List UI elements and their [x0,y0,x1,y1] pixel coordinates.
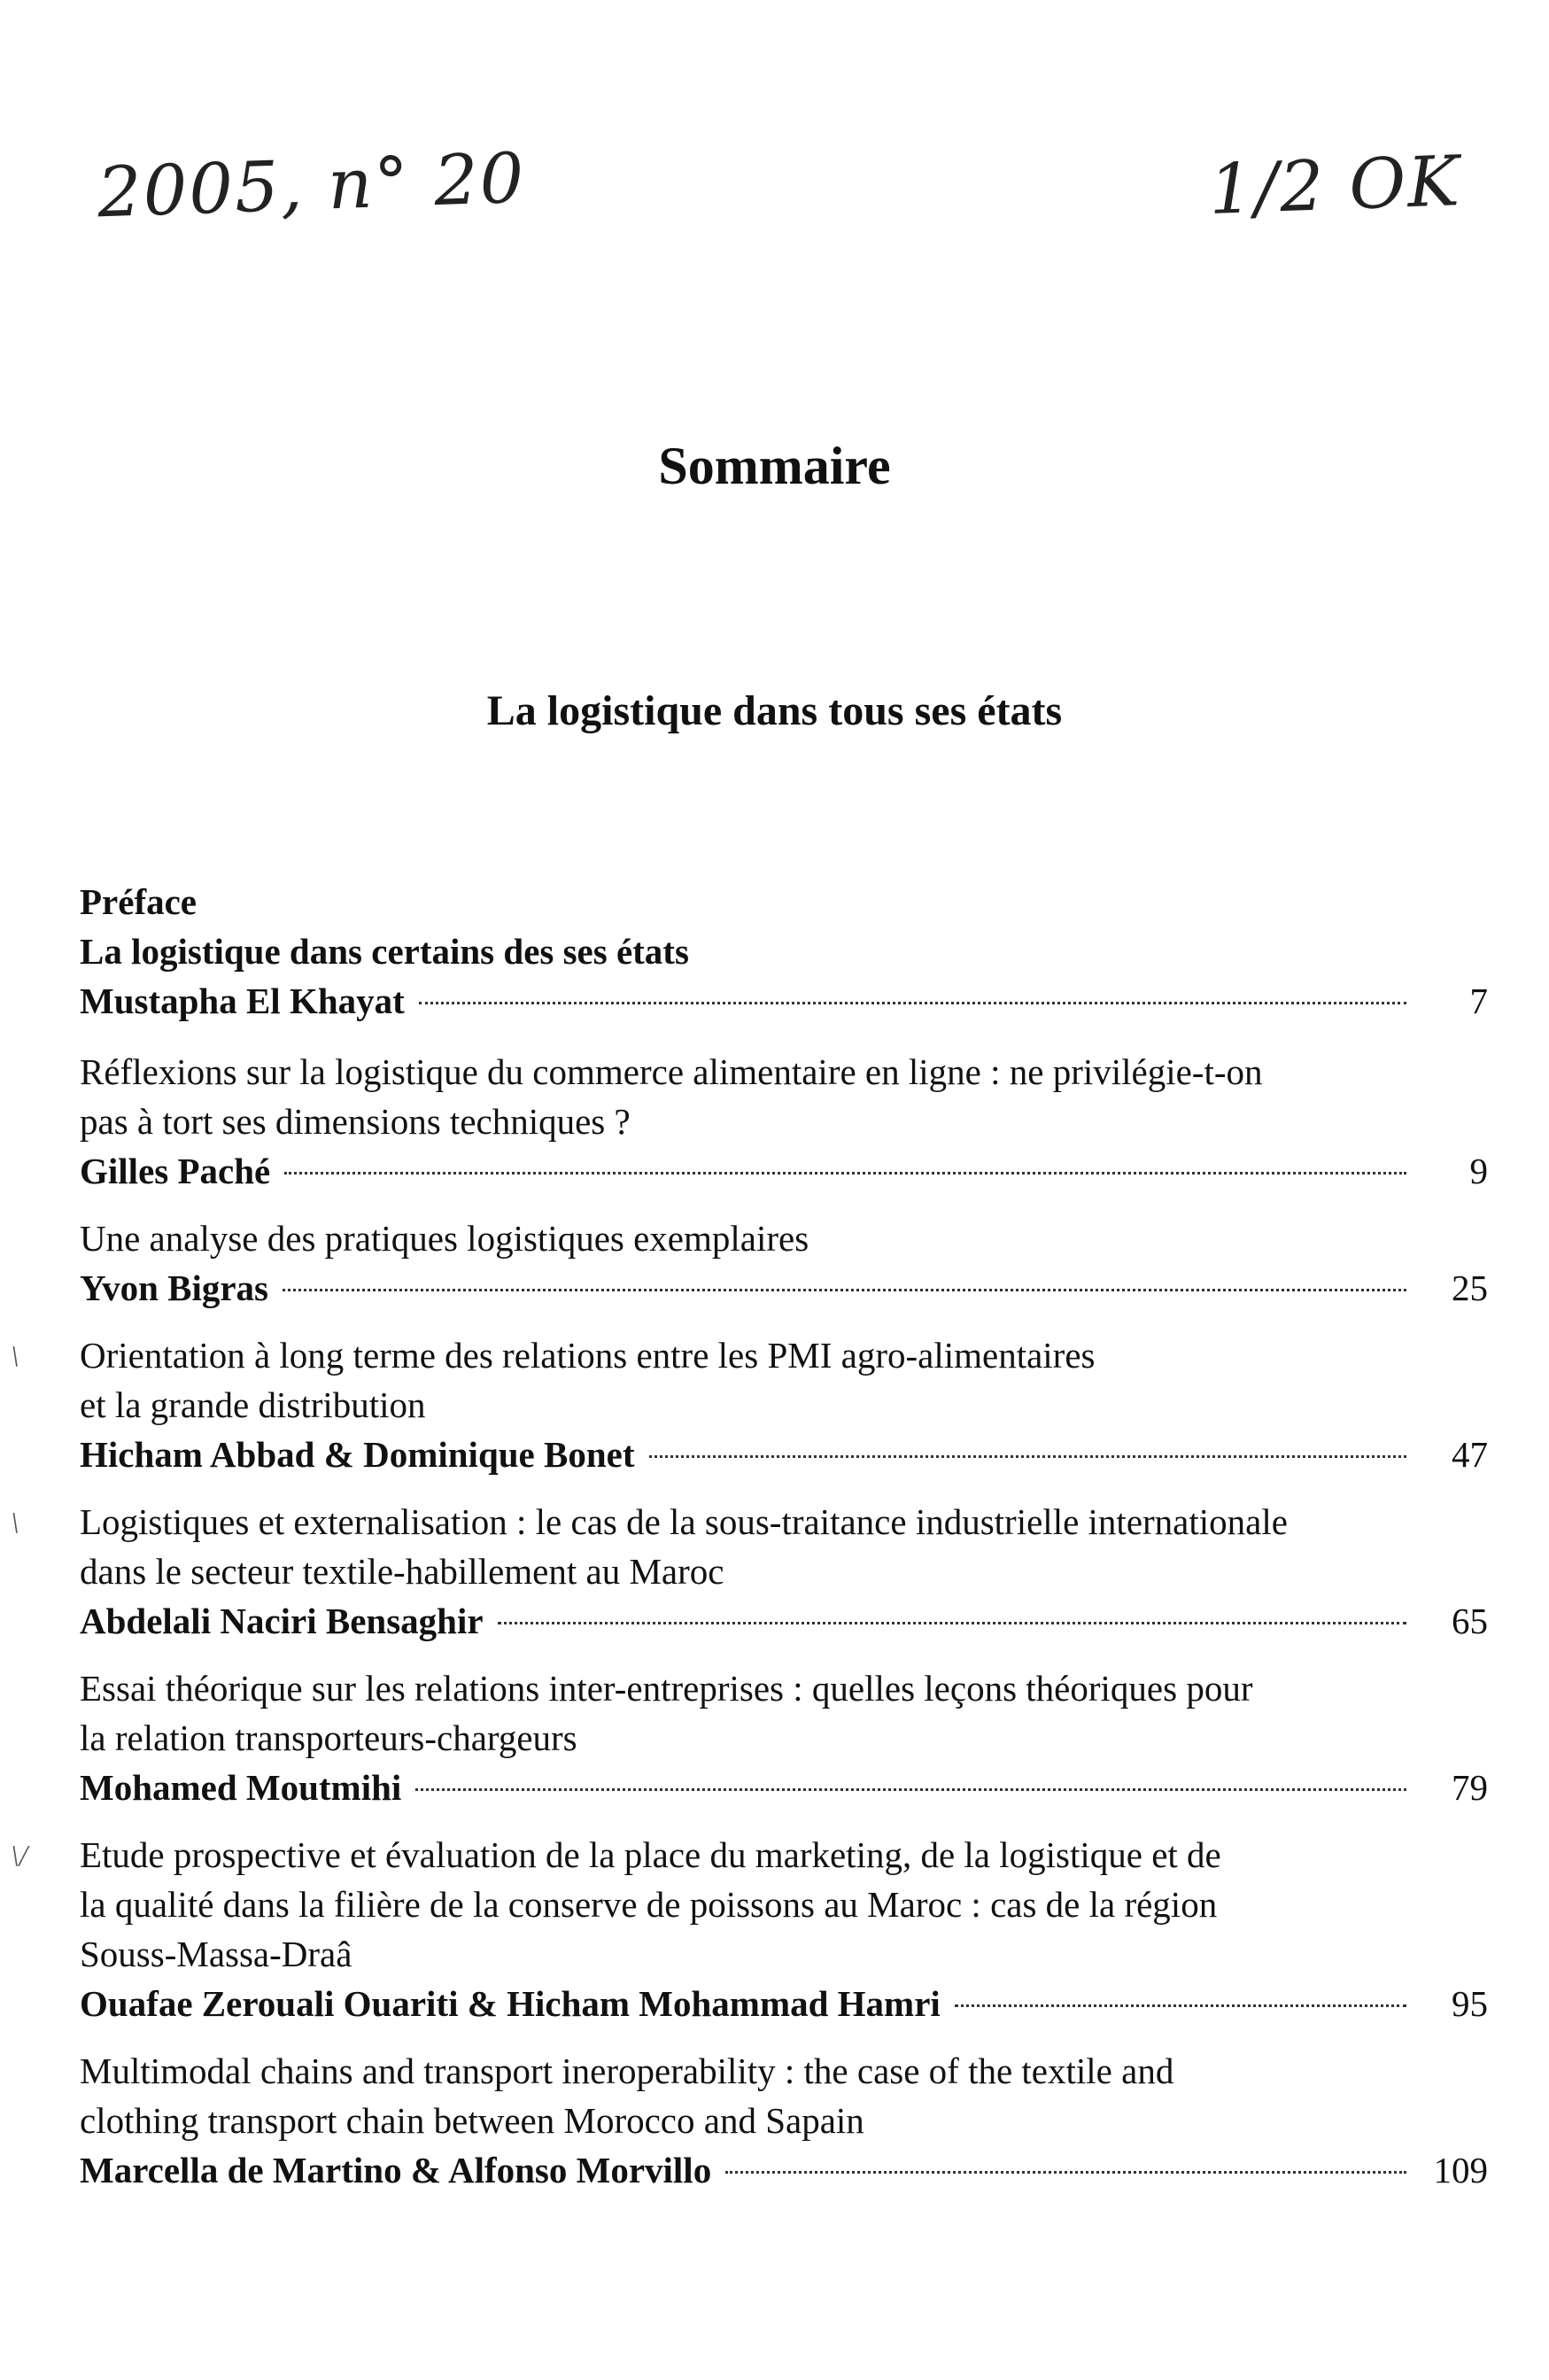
dot-leader [498,1622,1406,1624]
toc-entry-title-line: dans le secteur textile-habillement au Maroc [80,1551,724,1592]
margin-tick-mark: \ [11,1507,19,1539]
dot-leader [284,1172,1406,1174]
toc-entry-author-line [80,976,1488,1026]
toc-entry-page: 9 [1469,1151,1488,1191]
toc-entry [80,877,1488,1026]
toc-entry-title-line: la relation transporteurs-chargeurs [80,1717,577,1758]
toc-entry-title-line: Logistiques et externalisation : le cas de la sous-traitance industrielle internationale [80,1501,1288,1542]
dot-leader [419,1002,1406,1004]
toc-entry-page: 47 [1452,1434,1488,1475]
toc-entry-author-line [80,1763,1488,1812]
toc-entry-author: Gilles Paché [80,1151,271,1191]
dot-leader [955,2004,1406,2007]
toc-entry-author: Marcella de Martino & Alfonso Morvillo [80,2150,712,2190]
toc-entry-author-line [80,1146,1488,1196]
dot-leader [283,1289,1406,1291]
toc-entry [11,1497,1488,1646]
toc-entry-title-line: Souss-Massa-Draâ [80,1934,352,1974]
toc-entry [80,1663,1488,1812]
toc-entry-title-line: Préface [80,881,197,922]
toc-entry-page: 65 [1452,1601,1488,1641]
margin-tick-mark: \ [11,1340,19,1373]
table-of-contents [11,877,1488,2213]
toc-entry-page: 7 [1469,981,1488,1021]
page-subtitle: La logistique dans tous ses états [486,687,1063,734]
toc-entry-author: Mustapha El Khayat [80,981,405,1021]
toc-entry-title-line: La logistique dans certains des ses états [80,931,689,972]
toc-entry-page: 95 [1452,1983,1488,2024]
toc-entry-title-line: Multimodal chains and transport ineroperability : the case of the textile and [80,2051,1174,2091]
toc-entry [11,1830,1488,2028]
toc-entry-title-line: Etude prospective et évaluation de la place du marketing, de la logistique et de [80,1834,1221,1875]
toc-entry-author-line [80,1430,1488,1479]
toc-entry-author: Abdelali Naciri Bensaghir [80,1601,484,1641]
toc-entry-title-line: clothing transport chain between Morocco and Sapain [80,2100,864,2141]
handwritten-annotation-right: 1/2 OK [1207,142,1463,230]
toc-entry-page: 79 [1452,1767,1488,1808]
toc-entry-author-line [80,1263,1488,1313]
toc-entry-title-line: Orientation à long terme des relations entre les PMI agro-alimentaires [80,1335,1096,1376]
toc-entry-author: Hicham Abbad & Dominique Bonet [80,1434,635,1475]
toc-entry-author-line [80,1979,1488,2028]
handwritten-annotation-left: 2005, n° 20 [96,138,527,234]
toc-entry-title-line: Réflexions sur la logistique du commerce alimentaire en ligne : ne privilégie-t-on [80,1051,1263,1092]
toc-entry-page: 109 [1433,2150,1488,2190]
margin-tick-mark: \/ [11,1840,27,1872]
dot-leader [415,1788,1406,1791]
toc-entry-title-line: Une analyse des pratiques logistiques exemplaires [80,1218,809,1259]
toc-entry-title-line: la qualité dans la filière de la conserve de poissons au Maroc : cas de la région [80,1884,1218,1925]
dot-leader [725,2171,1406,2174]
toc-entry-author: Mohamed Moutmihi [80,1767,402,1808]
dot-leader [649,1455,1407,1458]
toc-entry-author-line [80,2145,1488,2195]
toc-entry [80,2046,1488,2195]
toc-entry-page: 25 [1452,1268,1488,1308]
toc-entry-title-line: pas à tort ses dimensions techniques ? [80,1101,631,1142]
toc-entry-author: Ouafae Zerouali Ouariti & Hicham Mohammad Hamri [80,1983,941,2024]
page-title: Sommaire [658,437,891,495]
toc-entry [80,1213,1488,1313]
toc-entry-title-line: Essai théorique sur les relations inter-entreprises : quelles leçons théoriques pour [80,1668,1253,1709]
toc-entry [80,1047,1488,1196]
toc-entry-title-line: et la grande distribution [80,1384,426,1425]
toc-entry-author-line [80,1596,1488,1646]
toc-entry [11,1330,1488,1479]
toc-entry-author: Yvon Bigras [80,1268,269,1308]
